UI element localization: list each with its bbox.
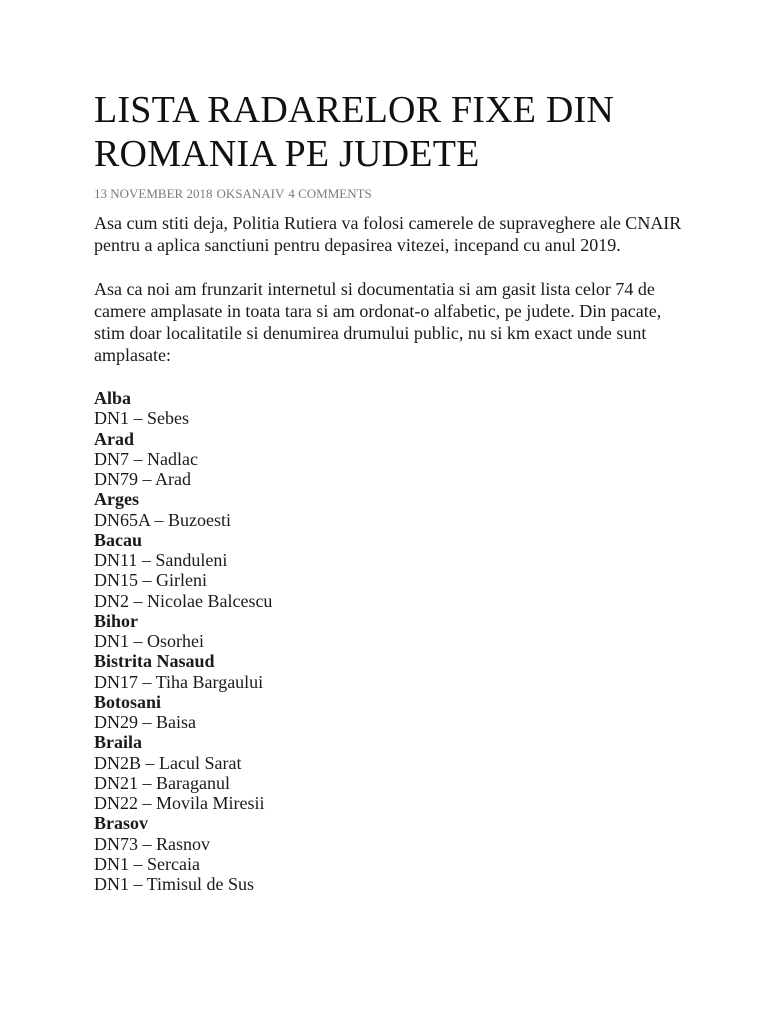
county-name: Brasov: [94, 813, 148, 834]
radar-location: DN65A – Buzoesti: [94, 509, 231, 530]
county-name: Braila: [94, 732, 142, 753]
radar-location: DN17 – Tiha Bargaului: [94, 671, 264, 692]
county-name: Bistrita Nasaud: [94, 651, 215, 672]
radar-location: DN29 – Baisa: [94, 712, 196, 732]
county-name: Bacau: [94, 529, 143, 550]
article-meta: [94, 186, 694, 202]
county-name: Arges: [94, 489, 139, 510]
intro-paragraph: Asa cum stiti deja, Politia Rutiera va folosi camerele de supraveghere ale CNAIR pentru a aplica sanctiuni pentru depasirea vitezei, incepand cu anul 2019.: [94, 213, 682, 255]
radar-location: DN2B – Lacul Sarat: [94, 752, 242, 773]
post-author[interactable]: OKSANAIV: [216, 186, 285, 201]
county-list: [94, 388, 694, 894]
radar-location: DN11 – Sanduleni: [94, 550, 228, 570]
description-paragraph: Asa ca noi am frunzarit internetul si documentatia si am gasit lista celor 74 de camere amplasate in toata tara si am ordonat-o alfabetic, pe judete. Din pacate, stim doar localitatile si denumirea drumului public, nu si km exact unde sunt amplasate:: [94, 279, 662, 365]
radar-location: DN15 – Girleni: [94, 570, 207, 591]
radar-location: DN79 – Arad: [94, 469, 191, 489]
radar-location: DN1 – Timisul de Sus: [94, 874, 255, 894]
article: [94, 0, 694, 894]
radar-location: DN21 – Baraganul: [94, 772, 230, 793]
article-title: LISTA RADARELOR FIXE DIN ROMANIA PE JUDETE: [94, 89, 615, 175]
radar-location: DN1 – Sebes: [94, 408, 189, 429]
comments-link[interactable]: 4 COMMENTS: [288, 186, 372, 201]
radar-location: DN22 – Movila Miresii: [94, 793, 265, 813]
radar-location: DN73 – Rasnov: [94, 833, 210, 854]
county-name: Arad: [94, 428, 134, 449]
radar-location: DN7 – Nadlac: [94, 448, 198, 469]
radar-location: DN2 – Nicolae Balcescu: [94, 590, 273, 611]
county-name: Alba: [94, 388, 132, 408]
radar-location: DN1 – Osorhei: [94, 631, 204, 651]
county-name: Bihor: [94, 610, 139, 631]
post-date[interactable]: 13 NOVEMBER 2018: [94, 186, 213, 201]
radar-location: DN1 – Sercaia: [94, 853, 200, 874]
county-name: Botosani: [94, 691, 162, 712]
